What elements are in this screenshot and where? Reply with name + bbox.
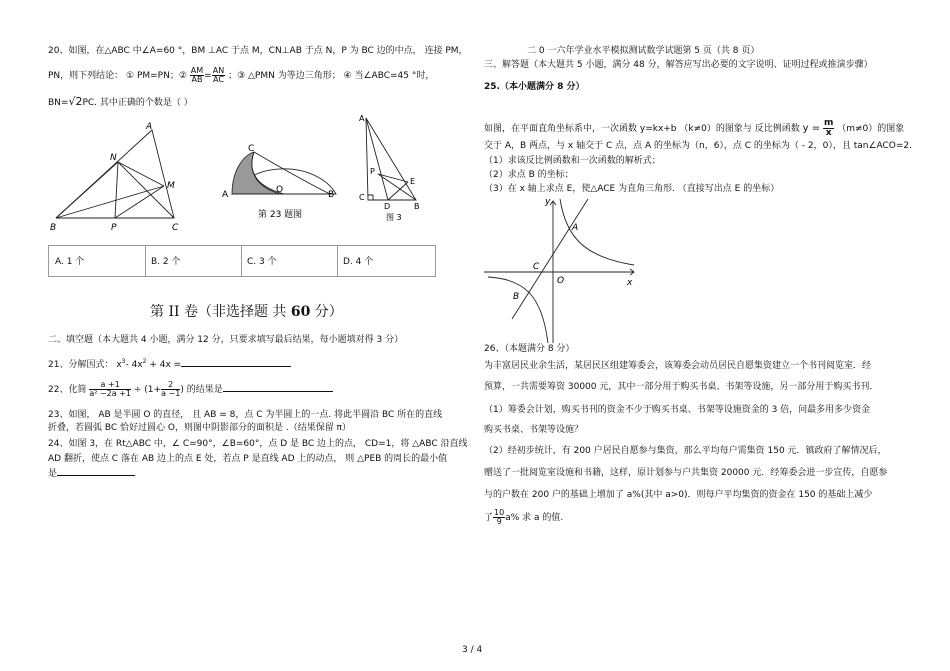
segment-nm — [118, 162, 164, 186]
q25-title: 25.（本小题满分 8 分） — [484, 82, 585, 92]
label-o23: O — [276, 185, 284, 195]
q21-text: 21、分解因式： x — [48, 360, 122, 370]
q24-line3-text: 是 — [48, 469, 58, 479]
segment-pn — [115, 162, 118, 218]
label-n: N — [110, 153, 117, 163]
label-e3: E — [410, 177, 416, 186]
q24-line2: AD 翻折，使点 C 落在 AB 边上的点 E 处，若点 P 是直线 AD 上的动点， 则 △PEB 的周长的最小值 — [48, 454, 448, 464]
label-b3: B — [414, 202, 420, 211]
graph-label-a: A — [572, 223, 579, 233]
q26-title: 26、（本题满分 8 分） — [484, 344, 575, 354]
choice-c[interactable]: C. 3 个 — [241, 246, 338, 276]
segment-bm — [56, 186, 164, 218]
q22-end: ) 的结果是 — [180, 385, 223, 395]
q20-line2-start: PN，则下列结论： ① PM=PN；② — [48, 71, 187, 81]
q20-line2 — [48, 67, 434, 84]
label-m: M — [167, 181, 175, 191]
q25-line2: 交于 A，B 两点，与 x 轴交于 C 点，点 A 的坐标为（n，6），点 C 的坐标为（ - 2，0），且 tan∠ACO=2． — [484, 141, 919, 151]
q25-graph — [484, 195, 639, 345]
q26-line8-start: 了 — [484, 513, 494, 523]
page-number: 3 / 4 — [462, 645, 483, 655]
q26-line8-end: a% 求 a 的值. — [505, 513, 564, 523]
segment-cn — [118, 162, 174, 218]
fraction-an-ac: $\frac{AN}{AC}$ — [212, 66, 225, 84]
q22-fraction-2: $\frac{2}{a -1}$ — [161, 380, 181, 398]
q25-fraction-m-x: $\frac{m}{x}$ — [823, 118, 834, 138]
q26-line6: 赠送了一批阅览室设施和书籍，这样，原计划参与户共集资 20000 元．经筹委会进一步宣传，自愿参 — [484, 468, 888, 478]
q20-bn: BN= — [48, 98, 69, 108]
q21-answer-blank[interactable] — [181, 366, 291, 367]
choice-a[interactable]: A. 1 个 — [49, 246, 146, 276]
q24-line3 — [48, 469, 135, 479]
segment-pm — [115, 186, 164, 218]
segment-bn — [56, 162, 118, 218]
right-angle-mark — [368, 195, 373, 200]
q26-line7: 与的户数在 200 户的基础上增加了 a%(其中 a>0)．则每户平均集资的资金在 150 的基础上减少 — [484, 490, 873, 500]
section-title-text: 第 II 卷（非选择题 共 — [150, 304, 291, 320]
q22 — [48, 381, 333, 398]
label-p: P — [111, 223, 117, 233]
graph-label-c: C — [533, 262, 540, 272]
q26-line1: 为丰富居民业余生活，某居民区组建筹委会，该筹委会动员居民自愿集资建立一个书刊阅览室．经 — [484, 361, 872, 371]
triangle-abc — [56, 130, 174, 218]
answer-choices — [48, 245, 436, 277]
q25-line1 — [484, 119, 904, 138]
q22-mid: ÷ (1+ — [133, 385, 162, 395]
label-c3: C — [359, 193, 365, 202]
section-title-end: 分） — [310, 304, 343, 320]
choice-b[interactable]: B. 2 个 — [145, 246, 242, 276]
graph-label-y: y — [545, 197, 551, 207]
shaded-region — [232, 152, 280, 194]
label-c23: C — [248, 144, 255, 154]
q23-line2: 折叠，若圆弧 BC 恰好过圆心 O，则图中阴影部分的面积是 .（结果保留 π） — [48, 423, 351, 433]
graph-label-b: B — [513, 292, 520, 302]
label-b23: B — [328, 190, 335, 200]
q21-text-b: - 4x — [125, 360, 143, 370]
solve-intro: 三、解答题（本大题共 5 小题，满分 48 分，解答应写出必要的文字说明、证明过程或推演步骤） — [484, 60, 873, 70]
q25-line3: （1）求该反比例函数和一次函数的解析式； — [484, 156, 661, 166]
q25-y-eq: y = — [802, 123, 821, 134]
q22-answer-blank[interactable] — [223, 391, 333, 392]
equals-sign: = — [204, 71, 212, 81]
fill-in-intro: 二、填空题（本大题共 4 小题，满分 12 分，只要求填写最后结果，每小题填对得 3 分） — [48, 335, 404, 345]
q24-line1: 24、如图 3，在 Rt△ABC 中，∠ C=90°，∠B=60°，点 D 是 BC 边上的点， CD=1，将 △ABC 沿直线 — [48, 439, 468, 449]
q23-line1: 23、如图， AB 是半圆 O 的直径， 且 AB = 8，点 C 为半圆上的一点. 将此半圆沿 BC 所在的直线 — [48, 410, 443, 420]
q21-exp1: 3 — [121, 358, 126, 365]
fig3-caption: 图 3 — [386, 213, 402, 222]
q26-line5: （2）经初步统计，有 200 户居民自愿参与集资，那么平均每户需集资 150 元．镇政府了解情况后， — [484, 446, 887, 456]
label-d3: D — [384, 202, 391, 211]
choice-d[interactable]: D. 4 个 — [343, 257, 374, 267]
page-header: 二 0 一六年学业水平模拟测试数学试题第 5 页（共 8 页） — [527, 46, 760, 56]
graph-label-x: x — [627, 278, 633, 288]
q20-line3-end: PC. 其中正确的个数是（ ） — [82, 98, 193, 108]
label-b: B — [50, 223, 57, 233]
q20-line2-end: ；③ △PMN 为等边三角形； ④ 当∠ABC=45 °时， — [228, 71, 435, 81]
q21-text-c: + 4x = — [146, 360, 182, 370]
q21-exp2: 2 — [142, 358, 147, 365]
section-score: 60 — [290, 304, 311, 320]
q25-line5: （3）在 x 轴上求点 E，使△ACE 为直角三角形. （直接写出点 E 的坐标） — [484, 184, 780, 194]
q22-text: 22、化简 — [48, 385, 87, 395]
figure-q20 — [48, 118, 188, 236]
q26-fraction: $\frac{10}{9}$ — [494, 508, 505, 526]
label-a23: A — [222, 190, 229, 200]
label-p3: P — [370, 167, 375, 176]
q26-line3: （1）筹委会计划，购买书刊的资金不少于购买书桌、书架等设施资金的 3 倍，问最多用多少资金 — [484, 405, 871, 415]
segment-de — [388, 182, 408, 200]
section-ii-title — [150, 304, 343, 320]
fraction-am-ab: $\frac{AM}{AB}$ — [190, 66, 204, 84]
q21 — [48, 359, 291, 370]
q26-line2: 预算，一共需要筹资 30000 元，其中一部分用于购买书桌、书架等设施，另一部分用于购买书刊． — [484, 382, 879, 392]
label-c: C — [172, 223, 179, 233]
line-ab — [512, 199, 588, 319]
q25-text: 如图，在平面直角坐标系中，一次函数 y=kx+b （k≠0）的图象与 反比例函数 — [484, 124, 800, 134]
fig23-caption: 第 23 题图 — [258, 210, 303, 220]
q26-line8 — [484, 509, 563, 526]
sqrt-two: √2 — [68, 95, 83, 108]
q26-line4: 购买书桌、书架等设施？ — [484, 425, 584, 435]
q20-line1: 20、如图，在△ABC 中∠A=60 °，BM ⊥AC 于点 M，CN⊥AB 于点 N，P 为 BC 边的中点， 连接 PM， — [48, 46, 468, 56]
q24-answer-blank[interactable] — [57, 475, 135, 476]
q22-fraction-1: $\frac{a +1}{\text{a² −2a +1}}$ — [89, 380, 132, 398]
triangle-abc-fig3 — [366, 118, 416, 200]
graph-label-o: O — [557, 276, 565, 286]
figure-q23 — [218, 142, 348, 222]
label-a: A — [146, 122, 153, 132]
segment-ad — [366, 118, 388, 200]
figure-3 — [356, 112, 422, 224]
q25-text-b: （m≠0）的图象 — [837, 124, 905, 134]
label-a3: A — [359, 114, 365, 123]
q20-line3 — [48, 96, 193, 109]
q25-line4: （2）求点 B 的坐标； — [484, 170, 574, 180]
